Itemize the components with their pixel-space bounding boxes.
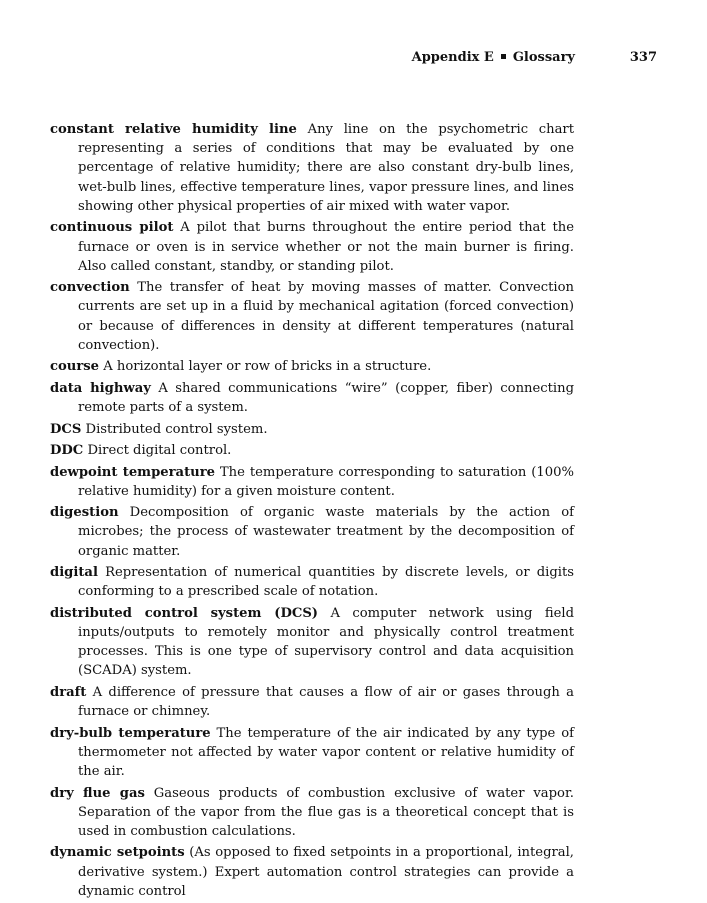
- bullet-separator-icon: [501, 54, 506, 59]
- glossary-entry: [50, 357, 574, 376]
- entry-definition: Direct digital control.: [87, 443, 232, 459]
- entry-term: digital: [50, 565, 98, 581]
- entry-term: dry flue gas: [50, 785, 145, 801]
- glossary-entry: [50, 420, 574, 439]
- entry-definition: The temperature corresponding to saturation (100% relative humidity) for a given moisture content.: [78, 464, 574, 499]
- entry-term: digestion: [50, 505, 119, 521]
- page-header: [50, 50, 657, 70]
- entry-term: dry-bulb temperature: [50, 725, 211, 741]
- page-number: 337: [629, 50, 657, 65]
- glossary-entry: [50, 604, 574, 681]
- glossary-entry: [50, 784, 574, 842]
- entry-definition: Any line on the psychometric chart representing a series of conditions that may be evaluated by one percentage of relative humidity; there are also constant dry-bulb lines, wet-bulb lines, effective temperature lines, vapor pressure lines, and lines showing other physical properties of air mixed with water vapor.: [78, 122, 574, 214]
- entry-term: convection: [50, 280, 130, 296]
- entry-term: continuous pilot: [50, 220, 174, 236]
- glossary-entry: [50, 683, 574, 721]
- glossary-entry: [50, 843, 574, 901]
- entry-term: DDC: [50, 443, 84, 459]
- entry-definition: Gaseous products of combustion exclusive of water vapor. Separation of the vapor from the flue gas is a theoretical concept that is used in combustion calculations.: [78, 785, 574, 839]
- entry-definition: The temperature of the air indicated by any type of thermometer not affected by water vapor content or relative humidity of the air.: [78, 725, 574, 780]
- entry-definition: A computer network using field inputs/outputs to remotely monitor and physically control treatment processes. This is one type of supervisory control and data acquisition (SCADA) system.: [78, 605, 574, 679]
- glossary-entries: [50, 120, 574, 903]
- entry-definition: Decomposition of organic waste materials by the action of microbes; the process of wastewater treatment by the decomposition of organic matter.: [78, 505, 574, 559]
- glossary-entry: [50, 379, 574, 417]
- entry-definition: (As opposed to fixed setpoints in a proportional, integral, derivative system.) Expert automation control strategies can provide a dynamic control: [78, 845, 574, 899]
- glossary-entry: [50, 724, 574, 782]
- entry-term: course: [50, 359, 100, 375]
- entry-term: DCS: [50, 421, 82, 437]
- glossary-entry: [50, 503, 574, 561]
- section-label: Appendix E: [411, 50, 494, 65]
- entry-term: data highway: [50, 380, 151, 396]
- glossary-entry: [50, 563, 574, 601]
- entry-definition: A shared communications “wire” (copper, fiber) connecting remote parts of a system.: [78, 380, 574, 416]
- glossary-entry: [50, 218, 574, 276]
- entry-definition: A pilot that burns throughout the entire period that the furnace or oven is in service whether or not the main burner is firing. Also called constant, standby, or standing pilot.: [78, 220, 574, 274]
- entry-term: distributed control system (DCS): [50, 605, 319, 621]
- entry-term: dewpoint temperature: [50, 464, 215, 480]
- glossary-entry: [50, 278, 574, 355]
- glossary-entry: [50, 463, 574, 501]
- section-title: Glossary: [512, 50, 575, 65]
- entry-term: dynamic setpoints: [50, 845, 185, 861]
- glossary-entry: [50, 441, 574, 460]
- entry-definition: A horizontal layer or row of bricks in a structure.: [103, 359, 432, 375]
- entry-term: constant relative humidity line: [50, 122, 297, 137]
- entry-definition: The transfer of heat by moving masses of matter. Convection currents are set up in a fluid by mechanical agitation (forced convection) or because of differences in density at different temperatures (natural convection).: [78, 280, 575, 353]
- running-head: [412, 50, 575, 65]
- entry-definition: A difference of pressure that causes a flow of air or gases through a furnace or chimney.: [78, 684, 574, 720]
- entry-definition: Distributed control system.: [85, 421, 268, 437]
- glossary-entry: [50, 120, 574, 216]
- entry-definition: Representation of numerical quantities by discrete levels, or digits conforming to a prescribed scale of notation.: [78, 565, 574, 600]
- entry-term: draft: [50, 684, 87, 700]
